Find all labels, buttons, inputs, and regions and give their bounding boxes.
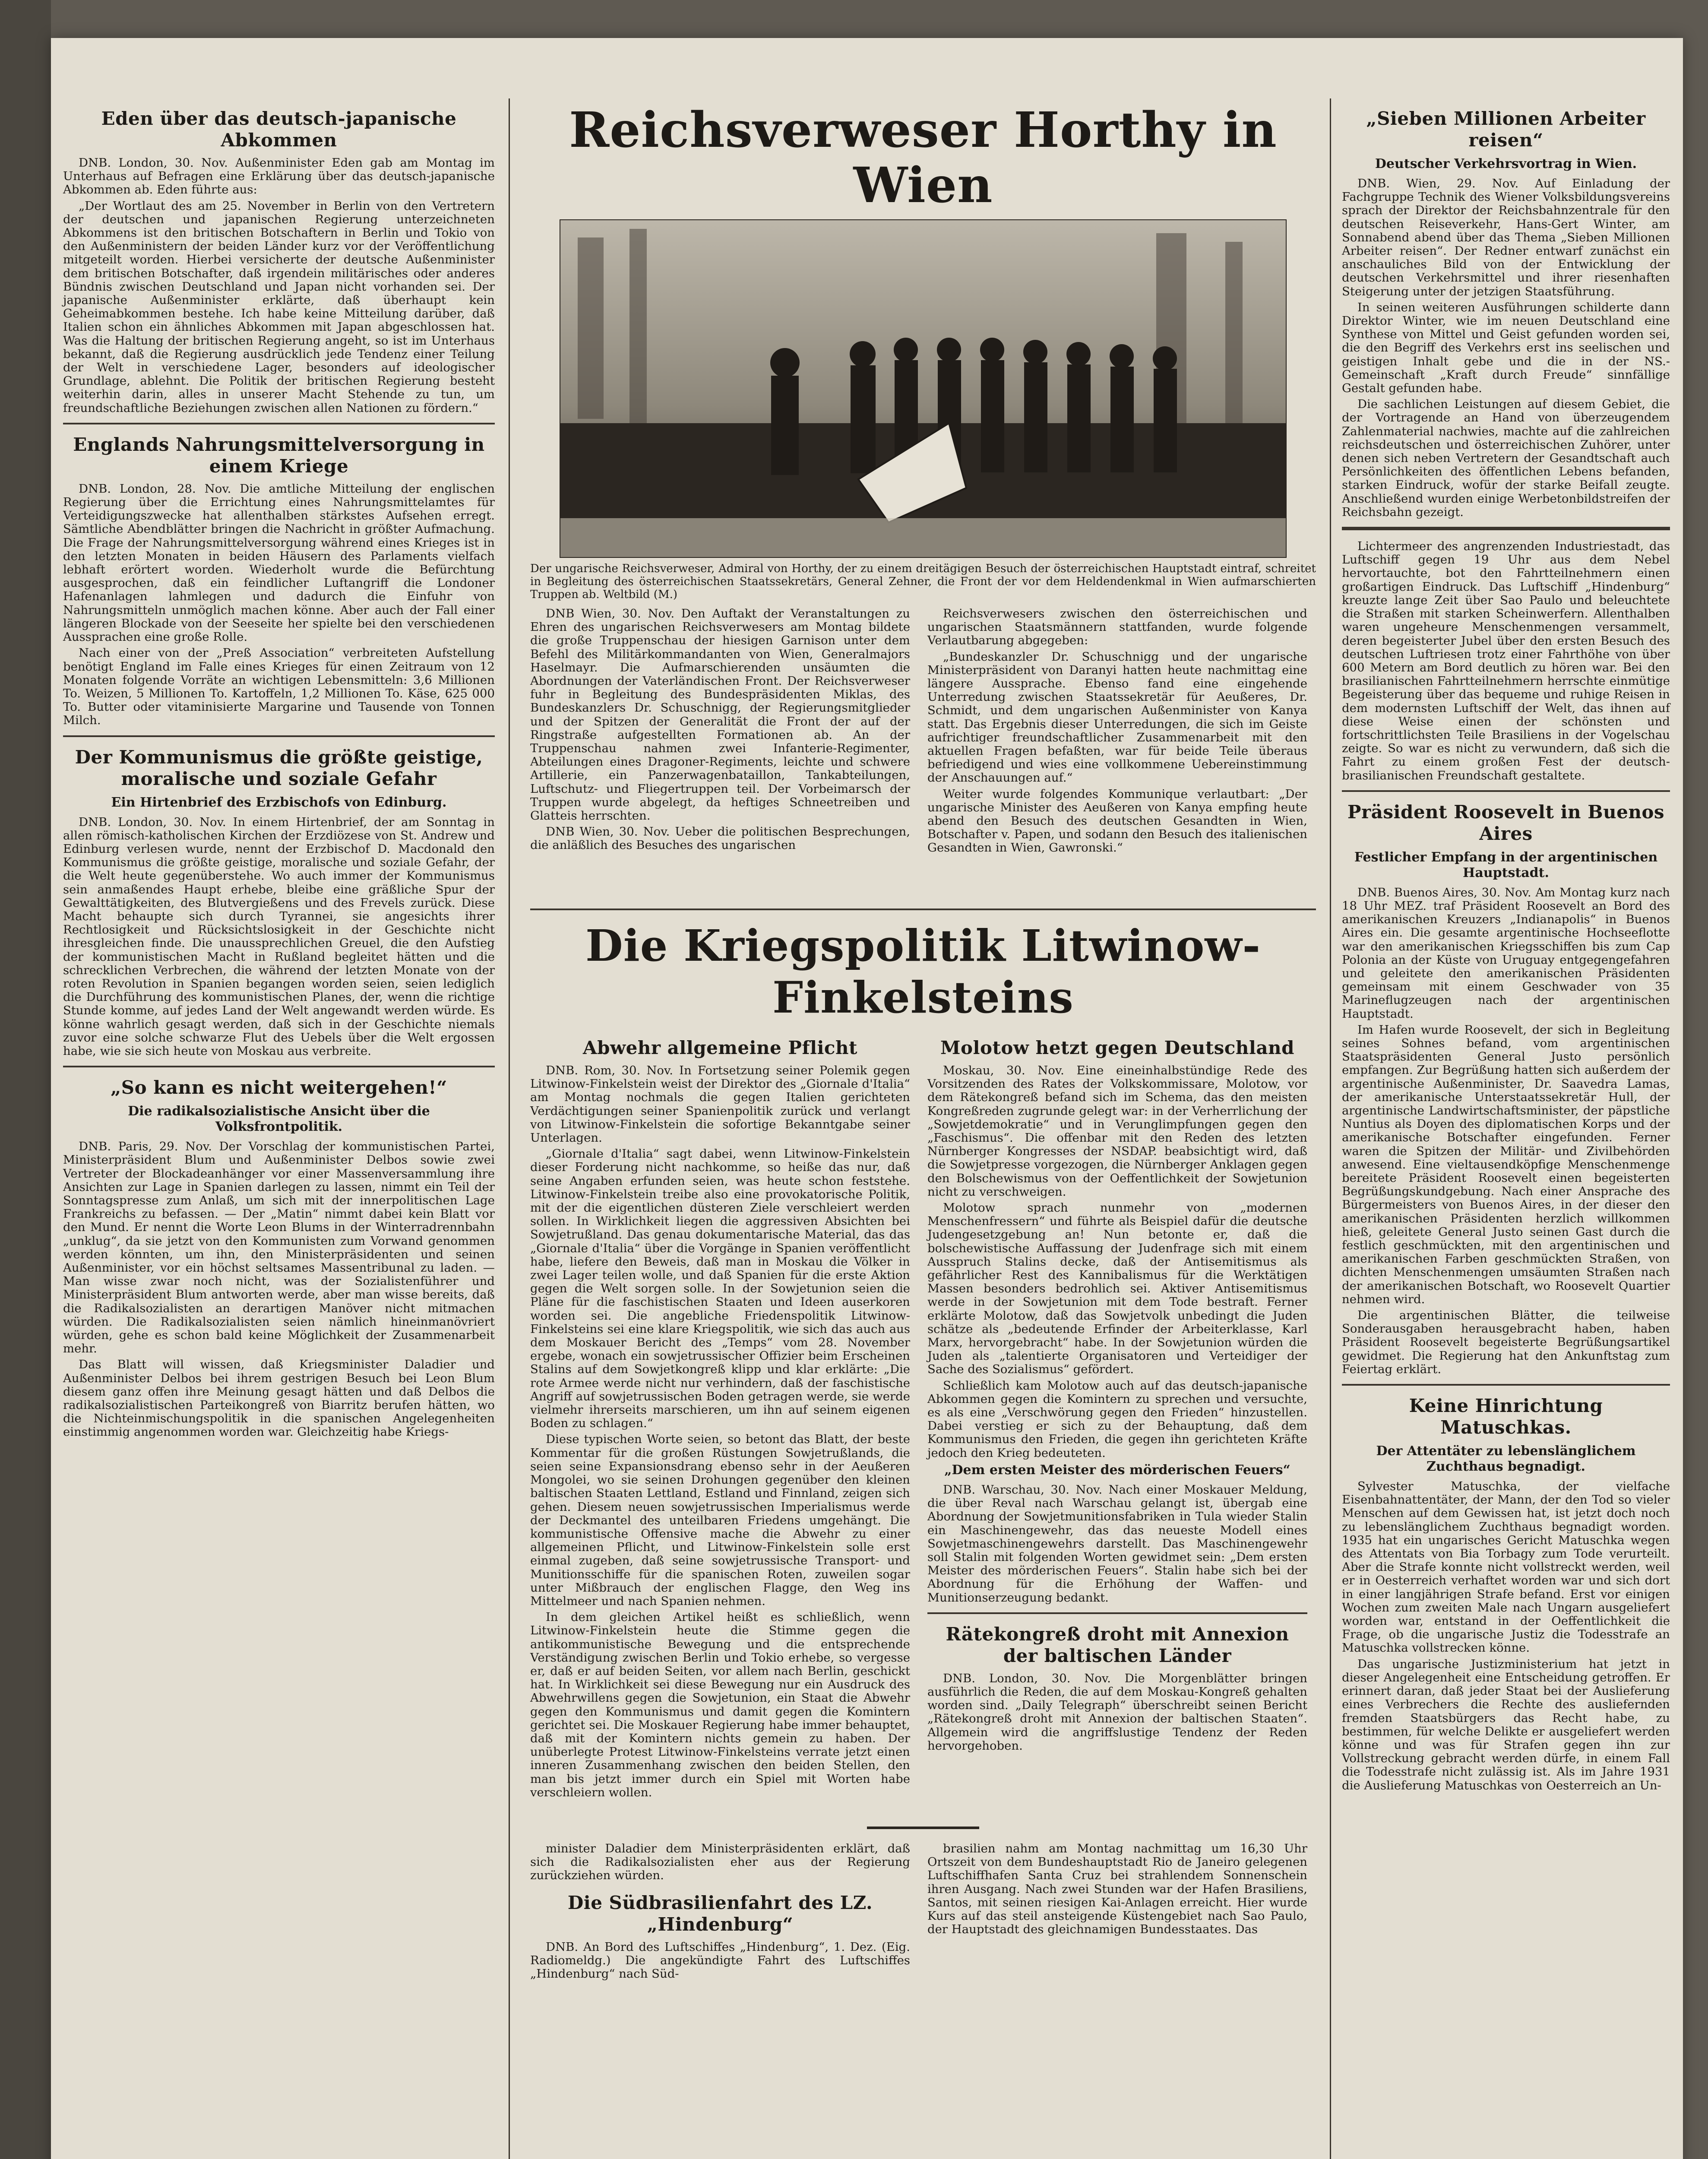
paragraph: DNB Wien, 30. Nov. Den Auftakt der Veranstaltungen zu Ehren des ungarischen Reichsverwesers am Montag bildete die große Truppenschau der hiesigen Garnison unter dem Befehl des Militärkommandanten von Wien, Generalmajors Haselmayr. Die Aufmarschierenden unsäumten die Abordnungen der Vaterländischen Front. Der Reichsverweser fuhr in Begleitung des Bundespräsidenten Miklas, des Bundeskanzlers Dr. Schuschnigg, der Regierungsmitglieder und der Spitzen der Generalität die Front der auf der Ringstraße aufgestellten Formationen ab. An der Truppenschau nahmen zwei Infanterie-Regimenter, Abteilungen eines Dragoner-Regiments, leichte und schwere Artillerie, ein Panzerwagenbataillon, Tankabteilungen, Luftschutz- und Fliegertruppen teil. Der Vorbeimarsch der Truppen wurde abgelegt, da heftiges Schneetreiben und Glatteis herrschten.: [530, 607, 910, 823]
paragraph: Sylvester Matuschka, der vielfache Eisenbahnattentäter, der Mann, der den Tod so vieler Menschen auf dem Gewissen hat, ist jetzt doch noch zu lebenslänglichem Zuchthaus begnadigt worden. 1935 hat ein ungarisches Gericht Matuschka wegen des Attentats von Bia Torbagy zum Tode verurteilt. Aber die Strafe konnte nicht vollstreckt werden, weil er in Oesterreich verhaftet worden war und sich dort in einer langjährigen Strafe befand. Erst vor einigen Wochen zum zweiten Male nach Ungarn ausgeliefert worden war, entstand in der Oeffentlichkeit die Frage, ob die ungarische Justiz die Todesstrafe an Matuschka vollstrecken könne.: [1342, 1479, 1670, 1655]
paragraph: Moskau, 30. Nov. Eine eineinhalbstündige Rede des Vorsitzenden des Rates der Volkskommissare, Molotow, vor dem Rätekongreß befand sich im Schema, das den meisten Kongreßreden zugrunde gelegt war: in der Verherrlichung der „Sowjetdemokratie“ und in Verunglimpfungen gegen den „Faschismus“. Die offenbar mit den Reden des letzten Nürnberger Kongresses der NSDAP. beabsichtigt wird, daß die Sowjetpresse vorgezogen, die Nürnberger Anklagen gegen den Bolschewismus von der Oeffentlichkeit der Sowjetunion nicht zu verschweigen.: [927, 1064, 1307, 1199]
horthy-right: [927, 607, 1307, 858]
paragraph: In dem gleichen Artikel heißt es schließlich, wenn Litwinow-Finkelstein heute die Stimme gegen die antikommunistische Bewegung und die entsprechende Verständigung zwischen Berlin und Tokio erhebe, so vergesse er, daß er auf beiden Seiten, vor allem nach Berlin, geschickt hat. In Wirklichkeit sei diese Bewegung nur ein Ausdruck des Abwehrwillens gegen die Sowjetunion, ein Staat die Abwehr gegen den Kommunismus und damit gegen die Komintern gerichtet sei. Die Moskauer Regierung habe immer behauptet, daß mit der Komintern nichts gemein zu haben. Der unüberlegte Protest Litwinow-Finkelsteins verrate jetzt einen inneren Zusammenhang zwischen den beiden Stellen, den man bis jetzt immer durch ein Spiel mit Worten habe verschleiern wollen.: [530, 1610, 910, 1799]
headline: „Sieben Millionen Arbeiter reisen“: [1366, 108, 1646, 151]
divider: [1342, 1384, 1670, 1386]
divider: [867, 1827, 979, 1829]
paragraph: Das Blatt will wissen, daß Kriegsminister Daladier und Außenminister Delbos bei ihrem gestrigen Besuch bei Leon Blum diesem ganz offen ihre Meinung gesagt hätten und daß Delbos die radikalsozialistischen Parteikongreß von Biarritz berufen hätten, wo die Nichteinmischungspolitik in die spanischen Angelegenheiten einstimmig angenommen worden war. Gleichzeitig habe Kriegs-: [63, 1358, 495, 1439]
subheadline: Festlicher Empfang in der argentinischen Hauptstadt.: [1354, 849, 1658, 880]
headline: Präsident Roosevelt in Buenos Aires: [1347, 801, 1665, 844]
divider: [1342, 527, 1670, 530]
headline: Die Südbrasilienfahrt des LZ. „Hindenburg“: [567, 1892, 873, 1935]
paragraph: DNB. London, 30. Nov. Die Morgenblätter bringen ausführlich die Reden, die auf dem Moskau-Kongreß gehalten worden sind. „Daily Telegraph“ überschreibt seinen Bericht „Rätekongreß droht mit Annexion der baltischen Staaten“. Allgemein wird die angriffslustige Tendenz der Reden hervorgehoben.: [927, 1671, 1307, 1753]
subhead: Rätekongreß droht mit Annexion der baltischen Länder: [946, 1623, 1289, 1666]
column-rule: [1330, 98, 1331, 2159]
krieg-title: Die Kriegspolitik Litwinow-Finkelsteins: [585, 920, 1261, 1023]
subheadline: Ein Hirtenbrief des Erzbischofs von Edinburg.: [111, 795, 447, 810]
paragraph: minister Daladier dem Ministerpräsidenten erklärt, daß sich die Radikalsozialisten eher aus der Regierung zurückziehen würden.: [530, 1842, 910, 1883]
paragraph: Die sachlichen Leistungen auf diesem Gebiet, die der Vortragende an Hand von überzeugendem Zahlenmaterial nachwies, machte auf die zahlreichen reichsdeutschen und österreichischen Zuhörer, unter denen sich neben Vertretern der Gesandtschaft auch Persönlichkeiten des öffentlichen Lebens befanden, starken Eindruck, wofür der starke Beifall zeugte. Anschließend wurden einige Werbetonbildstreifen der Reichsbahn gezeigt.: [1342, 397, 1670, 519]
krieg-article: [530, 1028, 1316, 1814]
paragraph: „Giornale d'Italia“ sagt dabei, wenn Litwinow-Finkelstein dieser Forderung nicht nachkomme, so heiße das nur, daß seine Angaben erfunden seien, was heute schon feststehe. Litwinow-Finkelstein treibe also eine provokatorische Politik, mit der die eigentlichen düsteren Ziele verschleiert werden sollen. In Wirklichkeit liegen die aggressiven Absichten bei Sowjetrußland. Das genau dokumentarische Material, das das „Giornale d'Italia“ über die Vorgänge in Spanien veröffentlicht habe, liefere den Beweis, daß man in Moskau die Völker in zwei Lager teilen wolle, und daß Spanien für die erste Aktion gegen die Welt sorgen solle. In der Sowjetunion seien die Pläne für die faschistischen Staaten und Ideen auserkoren worden sei. Die angebliche Friedenspolitik Litwinow-Finkelsteins sei eine klare Kriegspolitik, wie sich das auch aus dem Moskauer Bericht des „Temps“ vom 28. November ergebe, wonach ein sowjetrussischer Offizier beim Erscheinen Stalins auf dem Sowjetkongreß klipp und klar erklärte: „Die rote Armee werde nicht nur verhindern, daß der faschistische Angriff auf sowjetrussischen Boden getragen werde, sie werde vielmehr ihrerseits marschieren, um ihn auf seinem eigenen Boden zu schlagen.“: [530, 1147, 910, 1431]
krieg-left: [530, 1028, 910, 1802]
article-verkehr: [1342, 108, 1670, 519]
troops-photo-image: [560, 220, 1286, 557]
paragraph: In seinen weiteren Ausführungen schilderte dann Direktor Winter, wie im neuen Deutschland eine Synthese von Mittel und Geist gefunden worden sei, die den Begriff des Verkehrs erst ins seelischen und geistigen Inhalt gebe und die in der NS.-Gemeinschaft „Kraft durch Freude“ sinnfällige Gestalt gefunden habe.: [1342, 300, 1670, 396]
divider: [1342, 790, 1670, 792]
horthy-article: [530, 607, 1316, 901]
article-matuschka: [1342, 1395, 1670, 1792]
left-column: [63, 98, 495, 1442]
paragraph: brasilien nahm am Montag nachmittag um 16,30 Uhr Ortszeit von dem Bundeshauptstadt Rio de Janeiro gelegenen Luftschiffhafen Santa Cruz bei strahlendem Sonnenschein ihren Ausgang. Nach zwei Stunden war der Hafen Brasiliens, Santos, mit seinen riesigen Kai-Anlagen erreicht. Hier wurde Kurs auf das steil ansteigende Küstengebiet nach Sao Paulo, der Hauptstadt des gleichnamigen Bundesstaates. Das: [927, 1842, 1307, 1937]
paragraph: Die argentinischen Blätter, die teilweise Sonderausgaben herausgebracht haben, haben Präsident Roosevelt begeisterte Begrüßungsartikel gewidmet. Die Regierung hat den Ankunftstag zum Feiertag erklärt.: [1342, 1308, 1670, 1376]
paragraph: Das ungarische Justizministerium hat jetzt in dieser Angelegenheit eine Entscheidung getroffen. Er erinnert daran, daß jeder Staat bei der Auslieferung eines Verbrechers die Rechte des ausliefernden fremden Staatsbürgers das Recht habe, zu bestimmen, für welche Delikte er ausgeliefert werden könne und was für Strafen gegen ihn zur Vollstreckung gebracht werden dürfe, in einem Fall die Todesstrafe nicht zulässig ist. Als im Jahre 1931 die Auslieferung Matuschkas von Oesterreich an Un-: [1342, 1657, 1670, 1792]
scan-edge: [0, 0, 51, 2159]
paragraph: Weiter wurde folgendes Kommunique verlautbart: „Der ungarische Minister des Aeußeren von Kanya empfing heute abend den Besuch des deutschen Gesandten in Wien, Botschafter v. Papen, und sodann den Besuch des italienischen Gesandten in Wien, Gawronski.“: [927, 787, 1307, 855]
article-nahrungsmittel: [63, 434, 495, 728]
subheadline: Deutscher Verkehrsvortrag in Wien.: [1375, 156, 1637, 171]
horthy-title: Reichsverweser Horthy in Wien: [569, 102, 1277, 214]
paragraph: Im Hafen wurde Roosevelt, der sich in Begleitung seines Sohnes befand, vom argentinischen Staatspräsidenten General Justo persönlich empfangen. Zur Begrüßung hatten sich außerdem der argentinische Außenminister, Dr. Saavedra Lamas, der amerikanische Unterstaatssekretär Hull, der argentinische Landwirtschaftsminister, der päpstliche Nuntius als Doyen des diplomatischen Korps und der amerikanische Botschafter eingefunden. Ferner waren die Spitzen der Militär- und Zivilbehörden anwesend. Eine vieltausendköpfige Menschenmenge bereitete Präsident Roosevelt einen begeisterten Begrüßungskundgebung. Nach einer Ansprache des Bürgermeisters von Buenos Aires, in der dieser den amerikanischen Präsidenten herzlich willkommen hieß, geleitete General Justo seinen Gast durch die festlich geschmückten, mit den argentinischen und amerikanischen Farben geschmückten Straßen, von dichten Menschenmengen umsäumten Straßen nach der amerikanischen Botschaft, wo Roosevelt Quartier nehmen wird.: [1342, 1023, 1670, 1306]
subhead: Abwehr allgemeine Pflicht: [583, 1037, 857, 1058]
paragraph: DNB. An Bord des Luftschiffes „Hindenburg“, 1. Dez. (Eig. Radiomeldg.) Die angekündigte Fahrt des Luftschiffes „Hindenburg“ nach Süd-: [530, 1940, 910, 1981]
subhead: „Dem ersten Meister des mörderischen Feuers“: [944, 1462, 1290, 1478]
divider: [927, 1612, 1307, 1614]
article-roosevelt: [1342, 801, 1670, 1376]
paragraph: DNB. Wien, 29. Nov. Auf Einladung der Fachgruppe Technik des Wiener Volksbildungsvereins sprach der Direktor der Reichsbahnzentrale für den deutschen Reiseverkehr, Hans-Gert Winter, am Sonnabend abend über das Thema „Sieben Millionen Arbeiter reisen“. Der Redner entwarf zunächst ein anschauliches Bild von der Entwicklung der deutschen Verkehrsmittel und ihrer riesenhaften Steigerung unter der jetzigen Staatsführung.: [1342, 177, 1670, 298]
paragraph: DNB. London, 28. Nov. Die amtliche Mitteilung der englischen Regierung über die Errichtung eines Nahrungsmittelamtes für Verteidigungszwecke hat allenthalben stärkstes Aufsehen erregt. Sämtliche Abendblätter bringen die Nachricht in größter Aufmachung. Die Frage der Nahrungsmittelversorgung während eines Krieges ist in den letzten Monaten in beiden Häusern des Parlaments vielfach lebhaft erörtert worden. Wiederholt wurde die Befürchtung ausgesprochen, daß ein feindlicher Luftangriff die Londoner Hafenanlagen lahmlegen und dadurch die Einfuhr von Nahrungsmitteln unmöglich machen könne. Aber auch der Fall einer längeren Blockade von der Seeseite her spielte bei den verschiedenen Aussprachen eine große Rolle.: [63, 481, 495, 644]
paragraph: Diese typischen Worte seien, so betont das Blatt, der beste Kommentar für die großen Rüstungen Sowjetrußlands, die seien seine Expansionsdrang ebenso sehr in der Aeußeren Mongolei, wo sie seinen Drohungen gegenüber den kleinen baltischen Staaten Lettland, Estland und Finnland, zeigen sich gehen. Diesem neuen sowjetrussischen Imperialismus werde der Deckmantel des unteilbaren Friedens umgehängt. Die kommunistische Offensive mache die Abwehr zu einer allgemeinen Pflicht, und Litwinow-Finkelstein solle erst einmal zugeben, daß seine sowjetrussische Transport- und Munitionsschiffe für die spanischen Roten, zuweilen sogar unter Mißbrauch der englischen Flagge, den Weg ins Mittelmeer und nach Spanien nehmen.: [530, 1432, 910, 1608]
divider: [63, 735, 495, 737]
article-kommunismus: [63, 747, 495, 1058]
paragraph: „Bundeskanzler Dr. Schuschnigg und der ungarische Ministerpräsident von Daranyi hatten heute nachmittag eine längere Aussprache. Ebenso fand eine eingehende Unterredung zwischen Staatssekretär für Aeußeres, Dr. Schmidt, und dem ungarischen Außenminister von Kanya statt. Das Ergebnis dieser Unterredungen, die sich im Geiste aufrichtiger freundschaftlicher Zusammenarbeit mit den aktuellen Fragen befaßten, war für beide Teile überaus befriedigend und wies eine vollkommene Uebereinstimmung der Anschauungen auf.“: [927, 649, 1307, 785]
subheadline: Der Attentäter zu lebenslänglichem Zuchthaus begnadigt.: [1376, 1444, 1636, 1475]
divider: [530, 909, 1316, 910]
krieg-right: [927, 1028, 1307, 1755]
horthy-left: [530, 607, 910, 855]
bottom-left: [530, 1842, 910, 1983]
newspaper-page: [51, 38, 1683, 2159]
center-column: [530, 98, 1316, 2023]
headline: Keine Hinrichtung Matuschkas.: [1409, 1395, 1603, 1438]
bottom-block: [530, 1842, 1316, 2023]
paragraph: Lichtermeer des angrenzenden Industriestadt, das Luftschiff gegen 19 Uhr aus dem Nebel hervortauchte, bot den Fahrtteilnehmern einen großartigen Eindruck. Das Luftschiff „Hindenburg“ kreuzte lange Zeit über Sao Paulo und beleuchtete die Straßen mit starken Scheinwerfern. Allenthalben waren ungeheure Menschenmengen versammelt, deren begeisterter Jubel über den ersten Besuch des deutschen Luftriesen trotz einer Fahrthöhe von über 600 Metern am Bord deutlich zu hören war. Bei den brasilianischen Fahrtteilnehmern herrschte einmütige Begeisterung über das bequeme und ruhige Reisen in dem modernsten Luftschiff der Welt, das ihnen auf diese Weise einen der schönsten und fortschrittlichsten Teile Brasiliens in der Vogelschau zeigte. So war es nicht zu verwundern, daß sich die Fahrt zu einem großen Fest der deutsch-brasilianischen Freundschaft gestaltete.: [1342, 539, 1670, 782]
article-hindenburg-cont: [1342, 540, 1670, 782]
divider: [63, 423, 495, 424]
headline: Englands Nahrungsmittelversorgung in einem Kriege: [73, 434, 485, 477]
right-column: [1342, 98, 1670, 1795]
column-rule: [509, 98, 510, 2159]
subhead: Molotow hetzt gegen Deutschland: [940, 1037, 1294, 1058]
paragraph: „Der Wortlaut des am 25. November in Berlin von den Vertretern der deutschen und japanischen Regierung unterzeichneten Abkommens ist den britischen Botschaftern in Berlin und Tokio von den Außenministern der beiden Länder kurz vor der Veröffentlichung mitgeteilt worden. Hierbei versicherte der deutsche Außenminister dem britischen Botschafter, daß irgendein militärisches oder anderes Bündnis zwischen Deutschland und Japan nicht vorhanden sei. Der japanische Außenminister erklärte, daß überhaupt kein Geheimabkommen bestehe. Ich habe keine Mitteilung darüber, daß Italien schon ein ähnliches Abkommen mit Japan abgeschlossen hat. Was die Haltung der britischen Regierung angeht, so ist im Unterhaus bekannt, daß die Regierung ausdrücklich jede Tendenz einer Teilung der Welt in verschiedene Lager, besonders auf ideologischer Grundlage, ablehnt. Die Politik der britischen Regierung besteht weiterhin darin, alles in unserer Macht Stehende zu tun, um freundschaftliche Beziehungen zwischen allen Nationen zu fördern.“: [63, 199, 495, 415]
paragraph: DNB. Buenos Aires, 30. Nov. Am Montag kurz nach 18 Uhr MEZ. traf Präsident Roosevelt an Bord des amerikanischen Kreuzers „Indianapolis“ in Buenos Aires ein. Die gesamte argentinische Hochseeflotte war den amerikanischen Kriegsschiffen bis zum Cap Polonia an der Küste von Uruguay entgegengefahren und geleitete den amerikanischen Präsidenten gemeinsam mit einem Geschwader von 35 Marineflugzeugen nach der argentinischen Hauptstadt.: [1342, 885, 1670, 1021]
troops-photo: [560, 219, 1287, 558]
article-volksfront: [63, 1077, 495, 1439]
headline: „So kann es nicht weitergehen!“: [111, 1077, 447, 1098]
headline: Der Kommunismus die größte geistige, moralische und soziale Gefahr: [75, 746, 483, 789]
paragraph: DNB. Rom, 30. Nov. In Fortsetzung seiner Polemik gegen Litwinow-Finkelstein weist der Direktor des „Giornale d'Italia“ am Montag nochmals die gegen Italien gerichteten Verdächtigungen seiner Spanienpolitik zurück und verlangt von Litwinow-Finkelstein die sofortige Bekanntgabe seiner Unterlagen.: [530, 1064, 910, 1145]
paragraph: Molotow sprach nunmehr von „modernen Menschenfressern“ und führte als Beispiel dafür die deutsche Judengesetzgebung an! Nun betonte er, daß die bolschewistische Auffassung der Judenfrage sich mit einem Ausspruch Stalins decke, daß der Antisemitismus als gefährlicher Rest des Kannibalismus für die Werktätigen Massen besonders bedrohlich sei. Aktiver Antisemitismus werde in der Sowjetunion mit dem Tode bestraft. Ferner erklärte Molotow, daß das Sowjetvolk unbedingt die Juden schätze als „bedeutende Erfinder der Arbeiterklasse, Karl Marx, hervorgebracht“ habe. In der Sowjetunion würden die Juden als „talentierte Organisatoren und Verteidiger der Sache des Sozialismus“ gefördert.: [927, 1201, 1307, 1377]
paragraph: DNB Wien, 30. Nov. Ueber die politischen Besprechungen, die anläßlich des Besuches des ungarischen: [530, 825, 910, 852]
paragraph: Reichsverwesers zwischen den österreichischen und ungarischen Staatsmännern stattfanden, wurde folgende Verlautbarung abgegeben:: [927, 607, 1307, 648]
headline: Eden über das deutsch-japanische Abkommen: [101, 108, 457, 151]
paragraph: DNB. London, 30. Nov. In einem Hirtenbrief, der am Sonntag in allen römisch-katholischen Kirchen der Erzdiözese von St. Andrew und Edinburg verlesen wurde, nennt der Erzbischof D. Macdonald den Kommunismus die größte geistige, moralische und soziale Gefahr, der die Welt heute gegenüberstehe. Wo auch immer der Kommunismus sein anmaßendes Haupt erhebe, bleibe eine gräßliche Spur der Gewalttätigkeiten, des Blutvergießens und des Frevels zurück. Diese Macht behaupte sich durch Tyrannei, sie angesichts ihrer Rechtlosigkeit und Rücksichtslosigkeit in der Geschichte nicht ihresgleichen finde. Die unaussprechlichen Greuel, die den Aufstieg der kommunistischen Macht in Rußland begleitet hätten und die schrecklichen Verbrechen, die während der letzten Monate von der roten Revolution in Spanien begangen worden seien, seien lediglich die Durchführung des kommunistischen Planes, der, wenn die richtige Stunde komme, auf jedes Land der Welt angewandt werden würde. Es könne wahrlich gesagt werden, daß sich in der Geschichte niemals zuvor eine solche schwarze Flut des Uebels über die Welt ergossen habe, wie sie sich heute von Moskau aus verbreite.: [63, 815, 495, 1058]
bottom-right: [927, 1842, 1307, 1939]
paragraph: Nach einer von der „Preß Association“ verbreiteten Aufstellung benötigt England im Falle eines Krieges für einen Zeitraum von 12 Monaten folgende Vorräte an wichtigen Lebensmitteln: 3,6 Millionen To. Weizen, 5 Millionen To. Kartoffeln, 1,2 Millionen To. Käse, 625 000 To. Butter oder vitaminisierte Margarine und Tausende von Tonnen Milch.: [63, 646, 495, 728]
photo-caption: Der ungarische Reichsverweser, Admiral von Horthy, der zu einem dreitägigen Besuch der österreichischen Hauptstadt eintraf, schreitet in Begleitung des österreichischen Staatssekretärs, General Zehner, die Front der vor dem Heldendenkmal in Wien aufmarschierten Truppen ab. Weltbild (M.): [530, 562, 1316, 601]
article-eden: [63, 108, 495, 415]
paragraph: DNB. Paris, 29. Nov. Der Vorschlag der kommunistischen Partei, Ministerpräsident Blum und Außenminister Delbos sowie zwei Vertreter der Blockadeanhänger vor einer Massenversammlung ihre Ansichten zur Lage in Spanien darlegen zu lassen, nimmt ein Teil der Sonntagspresse zum Anlaß, um sich mit der innerpolitischen Lage Frankreichs zu befassen. — Der „Matin“ nimmt dabei kein Blatt vor den Mund. Er nennt die Worte Leon Blums in der Winterradrennbahn „unklug“, da sie jetzt von den Kommunisten zum Vorwand genommen werden könnten, um ihn, den Ministerpräsidenten und seinen Außenminister, vor ein höchst seltsames Massentribunal zu laden. — Man wisse zwar noch nicht, was der Sozialistenführer und Ministerpräsident Blum antworten werde, aber man wisse bereits, daß die Radikalsozialisten an derartigen Manöver nicht mitmachen würden. Die Radikalsozialisten seien nämlich hineinmanövriert würden, gehe es schon bald keine Möglichkeit der Zusammenarbeit mehr.: [63, 1140, 495, 1356]
paragraph: DNB. London, 30. Nov. Außenminister Eden gab am Montag im Unterhaus auf Befragen eine Erklärung über das deutsch-japanische Abkommen ab. Eden führte aus:: [63, 156, 495, 197]
paragraph: DNB. Warschau, 30. Nov. Nach einer Moskauer Meldung, die über Reval nach Warschau gelangt ist, übergab eine Abordnung der Sowjetmunitionsfabriken in Tula wieder Stalin ein Maschinengewehr, das das neueste Modell eines Sowjetmaschinengewehrs darstellt. Das Maschinengewehr soll Stalin mit folgenden Worten gewidmet sein: „Dem ersten Meister des mörderischen Feuers“. Stalin habe sich bei der Abordnung für die Erhöhung der Waffen- und Munitionserzeugung bedankt.: [927, 1482, 1307, 1605]
paragraph: Schließlich kam Molotow auch auf das deutsch-japanische Abkommen gegen die Komintern zu sprechen und versuchte, es als eine „Verschwörung gegen den Frieden“ hinzustellen. Dabei verstieg er sich zu der Behauptung, daß dem Kommunismus den Frieden, die gegen ihn gerichteten Kräfte jedoch den Krieg bedeuteten.: [927, 1378, 1307, 1460]
divider: [63, 1066, 495, 1067]
subheadline: Die radikalsozialistische Ansicht über die Volksfrontpolitik.: [128, 1104, 430, 1135]
